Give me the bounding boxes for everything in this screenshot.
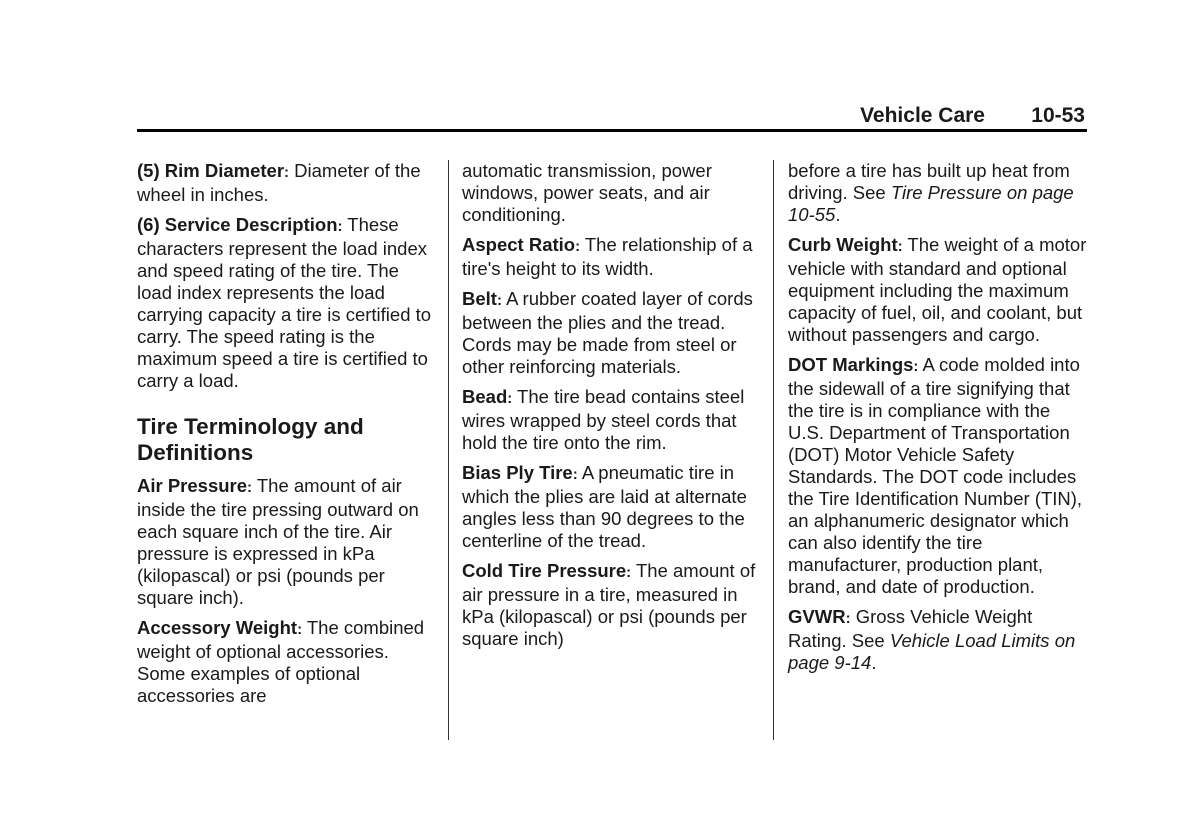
definition-belt — [462, 288, 760, 378]
section-heading: Tire Terminology and Definitions — [137, 414, 364, 465]
definition-text: A code molded into the sidewall of a tire signifying that the tire is in compliance with the U.S. Department of Transportation (DOT) Motor Vehicle Safety Standards. The DOT code includes the Tire Identification Number (TIN), an alphanumeric designator which can also identify the tire manufacturer, production plant, brand, and date of production. — [788, 354, 1083, 597]
definition-rim-diameter — [137, 160, 437, 206]
term-label: (5) Rim Diameter — [137, 160, 285, 181]
term-colon: : — [247, 479, 253, 496]
definition-text: A rubber coated layer of cords between the plies and the tread. Cords may be made from steel or other reinforcing materials. — [462, 288, 753, 377]
definition-text: The amount of air inside the tire pressing outward on each square inch of the tire. Air pressure is expressed in kPa (kilopascal) or psi (pounds per square inch). — [137, 475, 419, 608]
definition-text: The tire bead contains steel wires wrapped by steel cords that hold the tire onto the rim. — [462, 386, 745, 453]
definition-text: These characters represent the load index and speed rating of the tire. The load index represents the load carrying capacity a tire is certified to carry. The speed rating is the maximum speed a tire is certified to carry a load. — [137, 214, 432, 391]
column-1 — [137, 160, 437, 715]
term-colon: : — [284, 164, 290, 181]
column-2 — [462, 160, 760, 658]
term-colon: : — [845, 610, 851, 627]
term-colon: : — [897, 238, 903, 255]
definition-aspect-ratio — [462, 234, 760, 280]
punctuation: . — [835, 204, 841, 225]
cross-reference-link[interactable]: Vehicle Load Limits on page 9-14 — [788, 630, 1076, 673]
term-colon: : — [626, 564, 632, 581]
column-divider-2 — [773, 160, 774, 740]
continued-text — [788, 160, 1088, 226]
term-label: Bead — [462, 386, 508, 407]
definition-text: The weight of a motor vehicle with standard and optional equipment including the maximum capacity of fuel, oil, and coolant, but without passengers and cargo. — [788, 234, 1087, 345]
definition-text: The relationship of a tire's height to its width. — [462, 234, 753, 279]
definition-text: The combined weight of optional accessories. Some examples of optional accessories are — [137, 617, 425, 706]
definition-text: Diameter of the wheel in inches. — [137, 160, 421, 205]
page-header — [137, 104, 1085, 128]
column-divider-1 — [448, 160, 449, 740]
definition-service-description — [137, 214, 437, 392]
term-colon: : — [913, 358, 919, 375]
term-colon: : — [572, 466, 578, 483]
definition-bias-ply-tire — [462, 462, 760, 552]
definition-text: Gross Vehicle Weight Rating. See — [788, 606, 1033, 651]
definition-cold-tire-pressure — [462, 560, 760, 650]
term-label: Bias Ply Tire — [462, 462, 573, 483]
column-3 — [788, 160, 1088, 682]
term-colon: : — [337, 218, 343, 235]
term-label: (6) Service Description — [137, 214, 338, 235]
definition-gvwr — [788, 606, 1088, 674]
definition-text: A pneumatic tire in which the plies are laid at alternate angles less than 90 degrees to the centerline of the tread. — [462, 462, 747, 551]
term-label: Cold Tire Pressure — [462, 560, 627, 581]
page-number: 10-53 — [1031, 104, 1085, 127]
term-colon: : — [297, 621, 303, 638]
definition-text: The amount of air pressure in a tire, measured in kPa (kilopascal) or psi (pounds per square inch) — [462, 560, 756, 649]
header-rule — [137, 129, 1087, 132]
punctuation: . — [871, 652, 877, 673]
term-label: GVWR — [788, 606, 846, 627]
term-label: Belt — [462, 288, 497, 309]
continued-text: automatic transmission, power windows, power seats, and air conditioning. — [462, 160, 712, 225]
definition-dot-markings — [788, 354, 1088, 598]
definition-accessory-weight — [137, 617, 437, 707]
term-label: Curb Weight — [788, 234, 898, 255]
definition-bead — [462, 386, 760, 454]
term-label: Aspect Ratio — [462, 234, 576, 255]
definition-curb-weight — [788, 234, 1088, 346]
term-colon: : — [575, 238, 581, 255]
section-title: Vehicle Care — [860, 104, 985, 127]
term-colon: : — [507, 390, 513, 407]
term-label: Air Pressure — [137, 475, 248, 496]
definition-air-pressure — [137, 475, 437, 609]
term-colon: : — [496, 292, 502, 309]
term-label: DOT Markings — [788, 354, 914, 375]
definition-text: before a tire has built up heat from driving. See — [788, 160, 1070, 203]
cross-reference-link[interactable]: Tire Pressure on page 10-55 — [788, 182, 1074, 225]
term-label: Accessory Weight — [137, 617, 298, 638]
